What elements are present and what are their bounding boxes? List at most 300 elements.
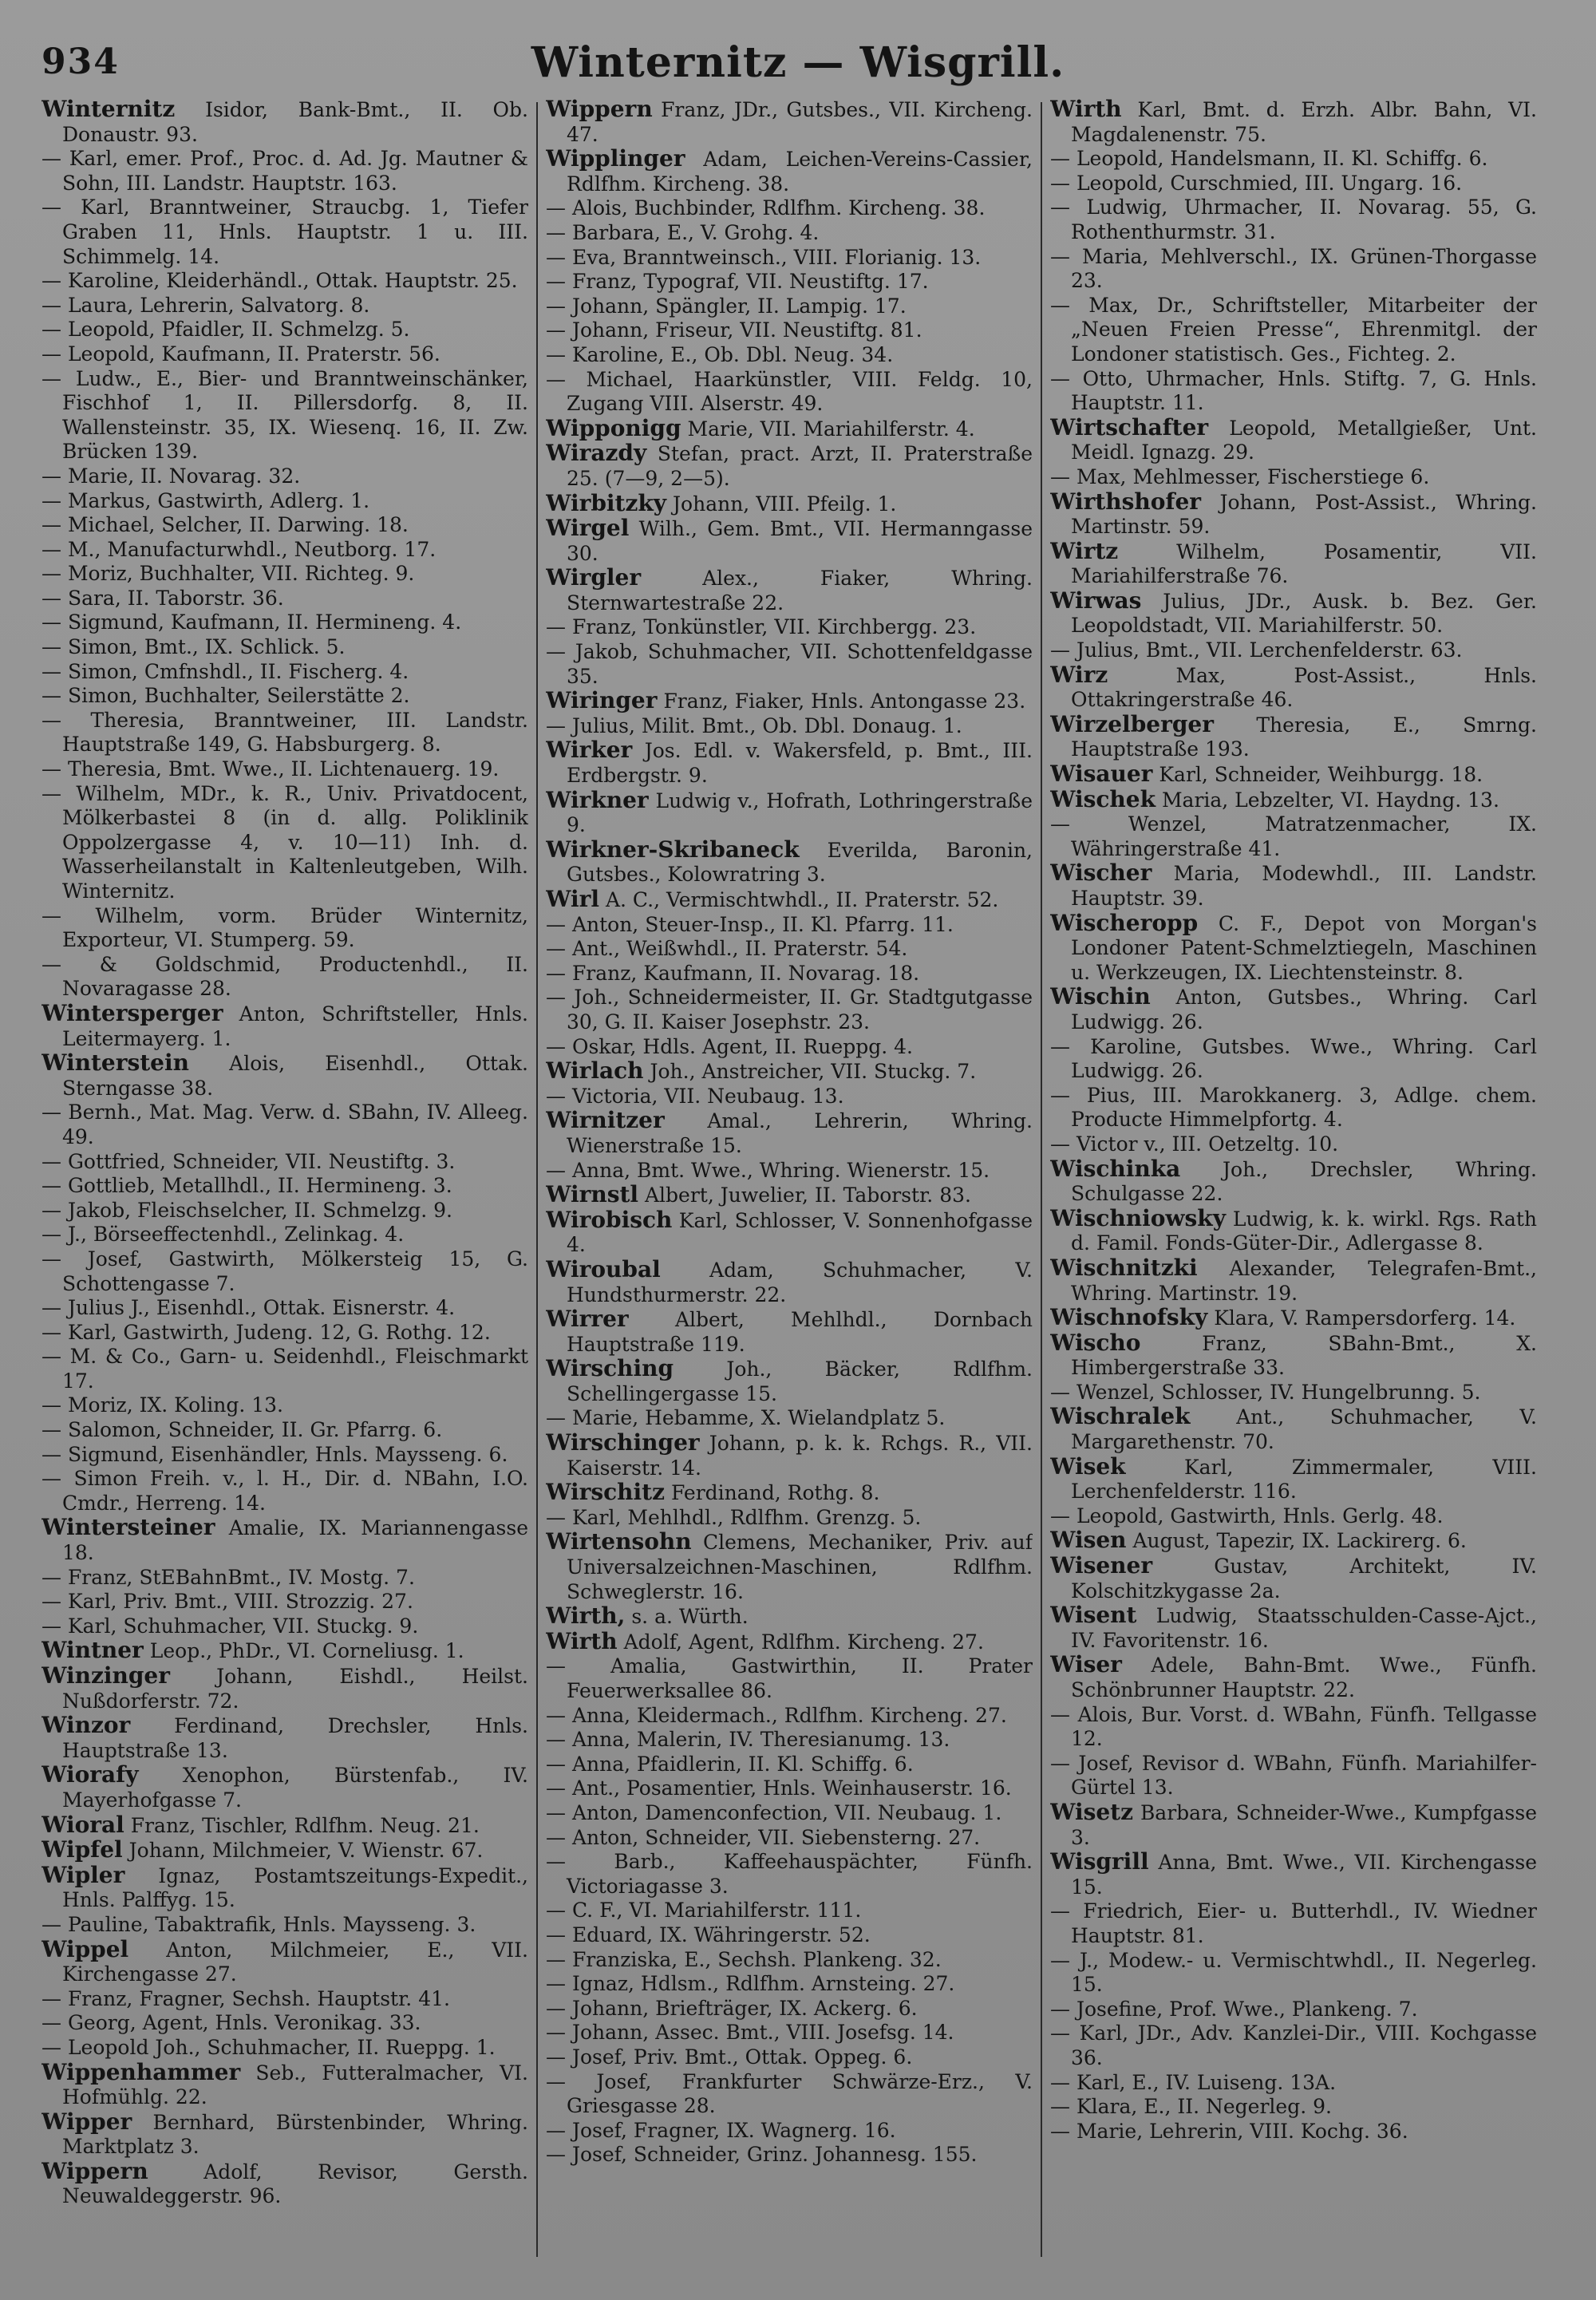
column-divider bbox=[1041, 102, 1042, 2257]
directory-entry bbox=[1050, 1405, 1537, 1454]
entry-surname: Wirnitzer bbox=[546, 1107, 665, 1134]
entry-surname: Wirgel bbox=[546, 515, 630, 542]
directory-entry bbox=[546, 318, 1033, 343]
directory-entry bbox=[546, 1753, 1033, 1777]
entry-details: — Johann, Assec. Bmt., VIII. Josefsg. 14. bbox=[546, 2021, 954, 2045]
entry-details: — Josef, Fragner, IX. Wagnerg. 16. bbox=[546, 2118, 896, 2142]
directory-entry bbox=[546, 441, 1033, 491]
directory-entry bbox=[546, 1704, 1033, 1729]
entry-surname: Wirgler bbox=[546, 564, 642, 591]
directory-entry bbox=[1050, 1331, 1537, 1381]
entry-surname: Wipplinger bbox=[546, 145, 685, 172]
entry-surname: Wischniowsky bbox=[1050, 1204, 1226, 1231]
directory-entry bbox=[546, 714, 1033, 739]
entry-details: — Marie, II. Novarag. 32. bbox=[41, 464, 301, 488]
directory-entry bbox=[546, 1948, 1033, 1973]
entry-surname: Wirtz bbox=[1050, 537, 1119, 564]
entry-surname: Wisener bbox=[1050, 1552, 1153, 1579]
directory-entry bbox=[41, 1516, 528, 1565]
directory-entry bbox=[546, 1899, 1033, 1923]
entry-surname: Wippern bbox=[546, 97, 653, 122]
directory-entry bbox=[1050, 245, 1537, 294]
directory-entry bbox=[546, 1357, 1033, 1406]
entry-details: — Georg, Agent, Hnls. Veronikag. 33. bbox=[41, 2011, 421, 2035]
directory-entry bbox=[546, 640, 1033, 689]
entry-details: — Karoline, Gutsbes. Wwe., Whring. Carl Ludwigg. 26. bbox=[1050, 1034, 1537, 1083]
entry-surname: Wirnstl bbox=[546, 1181, 639, 1208]
entry-details: Karl, Schneider, Weihburgg. 18. bbox=[1159, 763, 1483, 787]
directory-entry bbox=[41, 1393, 528, 1418]
directory-entry bbox=[1050, 1256, 1537, 1306]
entry-details: Franz, JDr., Gutsbes., VII. Kircheng. 47. bbox=[567, 98, 1033, 146]
directory-entry bbox=[1050, 1653, 1537, 1702]
entry-details: Leop., PhDr., VI. Corneliusg. 1. bbox=[149, 1639, 464, 1663]
entry-details: Joh., Anstreicher, VII. Stuckg. 7. bbox=[650, 1060, 977, 1084]
entry-details: — Karl, emer. Prof., Proc. d. Ad. Jg. Mautner & Sohn, III. Landstr. Hauptstr. 163. bbox=[41, 147, 528, 195]
directory-entry bbox=[1050, 367, 1537, 416]
entry-surname: Wirthshofer bbox=[1050, 488, 1202, 515]
entry-surname: Wippenhammer bbox=[41, 2058, 241, 2085]
entry-details: Clemens, Mechaniker, Priv. auf Universalzeichnen-Maschinen, Rdlfhm. Schweglerstr. 16. bbox=[567, 1531, 1033, 1603]
entry-details: — Leopold, Gastwirth, Hnls. Gerlg. 48. bbox=[1050, 1504, 1444, 1527]
entry-surname: Wirtschafter bbox=[1050, 413, 1209, 441]
directory-entry bbox=[1050, 490, 1537, 539]
entry-details: — Leopold, Handelsmann, II. Kl. Schiffg. 6. bbox=[1050, 147, 1488, 171]
entry-surname: Wirth bbox=[546, 1627, 618, 1654]
entry-surname: Wippern bbox=[41, 2157, 148, 2184]
directory-entry bbox=[1050, 861, 1537, 911]
entry-details: — Joh., Schneidermeister, II. Gr. Stadtgutgasse 30, G. II. Kaiser Josephstr. 23. bbox=[546, 986, 1033, 1033]
directory-entry bbox=[1050, 589, 1537, 638]
entry-surname: Wirobisch bbox=[546, 1206, 673, 1233]
directory-entry bbox=[1050, 1306, 1537, 1331]
entry-details: Marie, VII. Mariahilferstr. 4. bbox=[687, 417, 975, 441]
entry-details: — Theresia, Bmt. Wwe., II. Lichtenauerg. 19. bbox=[41, 757, 500, 781]
directory-entry bbox=[546, 1208, 1033, 1258]
directory-entry bbox=[41, 611, 528, 635]
directory-entry bbox=[41, 1199, 528, 1223]
entry-details: — Julius, Bmt., VII. Lerchenfelderstr. 63. bbox=[1050, 638, 1463, 662]
directory-entry bbox=[546, 1850, 1033, 1899]
directory-entry bbox=[546, 738, 1033, 788]
directory-entry bbox=[1050, 1035, 1537, 1084]
entry-surname: Wisgrill bbox=[1050, 1848, 1149, 1875]
directory-entry bbox=[41, 587, 528, 611]
directory-entry bbox=[1050, 172, 1537, 196]
entry-details: Johann, p. k. k. Rchgs. R., VII. Kaiserstr. 14. bbox=[567, 1432, 1033, 1480]
directory-entry bbox=[41, 1664, 528, 1713]
entry-surname: Wischnitzki bbox=[1050, 1254, 1198, 1281]
directory-entry bbox=[41, 2036, 528, 2061]
directory-entry bbox=[546, 2070, 1033, 2119]
entry-details: — Max, Mehlmesser, Fischerstiege 6. bbox=[1050, 464, 1430, 488]
directory-entry bbox=[1050, 294, 1537, 367]
directory-entry bbox=[1050, 1703, 1537, 1752]
directory-entry bbox=[41, 97, 528, 147]
entry-details: — Michael, Selcher, II. Darwing. 18. bbox=[41, 513, 409, 537]
directory-entry bbox=[41, 1101, 528, 1149]
directory-entry bbox=[41, 1813, 528, 1839]
directory-entry bbox=[546, 1307, 1033, 1357]
directory-entry bbox=[41, 1838, 528, 1863]
entry-surname: Wiorafy bbox=[41, 1761, 139, 1788]
entry-details: Jos. Edl. v. Wakersfeld, p. Bmt., III. Erdbergstr. 9. bbox=[567, 739, 1033, 788]
entry-details: — Wilhelm, vorm. Brüder Winternitz, Exporteur, VI. Stumperg. 59. bbox=[41, 903, 528, 952]
entry-details: Leopold, Metallgießer, Unt. Meidl. Ignazg. 29. bbox=[1071, 416, 1537, 464]
entry-details: — Ignaz, Hdlsm., Rdlfhm. Arnsteing. 27. bbox=[546, 1972, 955, 1996]
entry-surname: Wischralek bbox=[1050, 1403, 1191, 1430]
directory-entry bbox=[546, 516, 1033, 566]
entry-details: — Barb., Kaffeehauspächter, Fünfh. Victoriagasse 3. bbox=[546, 1850, 1033, 1898]
entry-surname: Wipponigg bbox=[546, 414, 681, 441]
entry-details: — Anton, Schneider, VII. Siebensterng. 27. bbox=[546, 1825, 981, 1849]
directory-entry bbox=[546, 689, 1033, 714]
entry-surname: Winterstein bbox=[41, 1049, 189, 1077]
directory-entry bbox=[1050, 1899, 1537, 1948]
entry-surname: Wischnofsky bbox=[1050, 1304, 1208, 1331]
directory-entry bbox=[546, 566, 1033, 615]
entry-details: s. a. Würth. bbox=[631, 1605, 749, 1629]
entry-details: Albert, Mehlhdl., Dornbach Hauptstraße 119. bbox=[567, 1308, 1033, 1356]
entry-details: — Josef, Frankfurter Schwärze-Erz., V. Griesgasse 28. bbox=[546, 2069, 1033, 2118]
entry-details: Adam, Leichen-Vereins-Cassier, Rdlfhm. Kircheng. 38. bbox=[567, 148, 1033, 196]
entry-details: Adam, Schuhmacher, V. Hundsthurmerstr. 22. bbox=[567, 1258, 1033, 1306]
directory-entry bbox=[546, 196, 1033, 221]
entry-details: — & Goldschmid, Productenhdl., II. Novaragasse 28. bbox=[41, 952, 528, 1001]
directory-entry bbox=[546, 368, 1033, 417]
entry-details: — Franz, Tonkünstler, VII. Kirchbergg. 23. bbox=[546, 615, 977, 639]
directory-entry bbox=[41, 1638, 528, 1664]
entry-details: Ferdinand, Rothg. 8. bbox=[670, 1481, 880, 1505]
directory-column-1 bbox=[41, 97, 528, 2268]
entry-details: — Karl, JDr., Adv. Kanzlei-Dir., VIII. Kochgasse 36. bbox=[1050, 2021, 1537, 2069]
entry-surname: Wiringer bbox=[546, 687, 658, 714]
entry-details: — Josef, Revisor d. WBahn, Fünfh. Mariahilfer-Gürtel 13. bbox=[1050, 1751, 1537, 1800]
entry-details: — Oskar, Hdls. Agent, II. Rueppg. 4. bbox=[546, 1034, 913, 1058]
directory-entry bbox=[1050, 1132, 1537, 1157]
entry-details: — Ant., Weißwhdl., II. Praterstr. 54. bbox=[546, 937, 908, 961]
directory-entry bbox=[41, 782, 528, 904]
entry-details: Maria, Lebzelter, VI. Haydng. 13. bbox=[1161, 788, 1499, 812]
entry-details: — Friedrich, Eier- u. Butterhdl., IV. Wiedner Hauptstr. 81. bbox=[1050, 1899, 1537, 1947]
entry-surname: Wisetz bbox=[1050, 1798, 1134, 1825]
entry-details: — Sara, II. Taborstr. 36. bbox=[41, 586, 284, 610]
entry-surname: Wiroubal bbox=[546, 1255, 661, 1282]
directory-entry bbox=[546, 1728, 1033, 1753]
directory-entry bbox=[546, 1997, 1033, 2021]
entry-details: Amal., Lehrerin, Whring. Wienerstraße 15. bbox=[567, 1109, 1033, 1157]
entry-details: — Pius, III. Marokkanerg. 3, Adlge. chem. Producte Himmelpfortg. 4. bbox=[1050, 1083, 1537, 1132]
directory-entry bbox=[1050, 1452, 1537, 1504]
entry-surname: Wirkner bbox=[546, 786, 649, 813]
entry-details: — Moriz, IX. Koling. 13. bbox=[41, 1393, 283, 1417]
entry-surname: Wirlach bbox=[546, 1057, 644, 1085]
directory-entry bbox=[1050, 785, 1537, 813]
directory-entry bbox=[546, 1826, 1033, 1851]
directory-entry bbox=[546, 1923, 1033, 1948]
directory-entry bbox=[546, 221, 1033, 246]
directory-entry bbox=[1050, 1528, 1537, 1554]
entry-details: — Moriz, Buchhalter, VII. Richteg. 9. bbox=[41, 562, 415, 586]
directory-entry bbox=[1050, 97, 1537, 147]
entry-surname: Wirth bbox=[1050, 97, 1122, 122]
column-divider bbox=[536, 102, 538, 2257]
entry-surname: Wirtensohn bbox=[546, 1528, 692, 1555]
entry-details: Adolf, Agent, Rdlfhm. Kircheng. 27. bbox=[623, 1630, 984, 1654]
directory-entry bbox=[1050, 2120, 1537, 2144]
entry-surname: Wirth, bbox=[546, 1602, 626, 1630]
entry-details: Amalie, IX. Mariannengasse 18. bbox=[62, 1516, 528, 1565]
directory-entry bbox=[546, 294, 1033, 319]
entry-details: — M., Manufacturwhdl., Neutborg. 17. bbox=[41, 537, 437, 561]
page-number: 934 bbox=[41, 41, 120, 82]
entry-details: — Marie, Lehrerin, VIII. Kochg. 36. bbox=[1050, 2119, 1408, 2143]
entry-details: — Simon, Buchhalter, Seilerstätte 2. bbox=[41, 684, 410, 708]
directory-entry bbox=[41, 2157, 528, 2209]
directory-entry bbox=[546, 1085, 1033, 1109]
entry-details: Max, Post-Assist., Hnls. Ottakringerstraße 46. bbox=[1071, 663, 1537, 712]
entry-details: Theresia, E., Smrng. Hauptstraße 193. bbox=[1071, 713, 1537, 761]
entry-surname: Wirz bbox=[1050, 661, 1108, 688]
entry-details: — Salomon, Schneider, II. Gr. Pfarrg. 6. bbox=[41, 1418, 443, 1442]
entry-details: — Franziska, E., Sechsh. Plankeng. 32. bbox=[546, 1947, 942, 1971]
directory-entry bbox=[41, 684, 528, 709]
entry-details: C. F., Depot von Morgan's Londoner Patent-Schmelztiegeln, Maschinen u. Werkzeugen, IX. Liechtensteinstr. 8. bbox=[1071, 911, 1537, 984]
entry-details: Isidor, Bank-Bmt., II. Ob. Donaustr. 93. bbox=[62, 98, 528, 146]
directory-entry bbox=[41, 489, 528, 514]
entry-details: — Victoria, VII. Neubaug. 13. bbox=[546, 1084, 844, 1108]
entry-surname: Wirl bbox=[546, 886, 599, 912]
entry-details: — Bernh., Mat. Mag. Verw. d. SBahn, IV. Alleeg. 49. bbox=[41, 1101, 528, 1148]
entry-surname: Wirkner-Skribaneck bbox=[546, 836, 800, 863]
entry-details: Anna, Bmt. Wwe., VII. Kirchengasse 15. bbox=[1071, 1851, 1537, 1899]
entry-details: — Wenzel, Schlosser, IV. Hungelbrunng. 5. bbox=[1050, 1380, 1481, 1404]
directory-entry bbox=[41, 1345, 528, 1393]
directory-entry bbox=[41, 2058, 528, 2110]
entry-details: Johann, Post-Assist., Whring. Martinstr. 59. bbox=[1071, 490, 1537, 539]
directory-entry bbox=[41, 635, 528, 660]
entry-surname: Wirker bbox=[546, 737, 633, 764]
directory-entry bbox=[546, 887, 1033, 913]
directory-entry bbox=[1050, 2095, 1537, 2120]
entry-details: Gustav, Architekt, IV. Kolschitzkygasse 2a. bbox=[1071, 1555, 1537, 1602]
directory-entry bbox=[1050, 1157, 1537, 1207]
directory-entry bbox=[41, 1321, 528, 1346]
entry-details: — Otto, Uhrmacher, Hnls. Stiftg. 7, G. Hnls. Hauptstr. 11. bbox=[1050, 366, 1537, 415]
directory-entry bbox=[41, 367, 528, 464]
entry-details: — Eduard, IX. Währingerstr. 52. bbox=[546, 1923, 871, 1946]
entry-details: Wilh., Gem. Bmt., VII. Hermanngasse 30. bbox=[567, 517, 1033, 565]
directory-entry bbox=[546, 1654, 1033, 1703]
entry-details: — Anna, Bmt. Wwe., Whring. Wienerstr. 15. bbox=[546, 1158, 990, 1182]
entry-surname: Wirsching bbox=[546, 1355, 674, 1382]
entry-details: Alois, Eisenhdl., Ottak. Sterngasse 38. bbox=[62, 1052, 528, 1100]
entry-details: Bernhard, Bürstenbinder, Whring. Marktplatz 3. bbox=[62, 2110, 528, 2159]
directory-entry bbox=[546, 1480, 1033, 1506]
entry-details: — Laura, Lehrerin, Salvatorg. 8. bbox=[41, 293, 370, 317]
directory-entry bbox=[1050, 1800, 1537, 1850]
directory-entry bbox=[41, 904, 528, 953]
entry-details: — Karoline, Kleiderhändl., Ottak. Hauptstr. 25. bbox=[41, 269, 518, 293]
directory-entry bbox=[41, 1913, 528, 1938]
entry-details: — Michael, Haarkünstler, VIII. Feldg. 10, Zugang VIII. Alserstr. 49. bbox=[546, 367, 1033, 416]
entry-details: Everilda, Baronin, Gutsbes., Kolowratring 3. bbox=[567, 838, 1033, 887]
directory-entry bbox=[1050, 2021, 1537, 2070]
entry-details: — Leopold, Pfaidler, II. Schmelzg. 5. bbox=[41, 318, 410, 342]
entry-details: — Josefine, Prof. Wwe., Plankeng. 7. bbox=[1050, 1997, 1418, 2021]
entry-surname: Wirwas bbox=[1050, 587, 1142, 614]
directory-entry bbox=[546, 1801, 1033, 1826]
directory-entry bbox=[41, 1863, 528, 1913]
entry-details: — Marie, Hebamme, X. Wielandplatz 5. bbox=[546, 1406, 946, 1430]
entry-details: Franz, Tischler, Rdlfhm. Neug. 21. bbox=[130, 1813, 480, 1837]
entry-details: — Karl, Branntweiner, Straucbg. 1, Tiefer Graben 11, Hnls. Hauptstr. 1 u. III. Schimmelg. 14. bbox=[41, 196, 528, 268]
entry-details: Adolf, Revisor, Gersth. Neuwaldeggerstr. 96. bbox=[62, 2160, 528, 2208]
directory-entry bbox=[41, 147, 528, 196]
entry-details: — Leopold, Curschmied, III. Ungarg. 16. bbox=[1050, 171, 1463, 195]
directory-entry bbox=[546, 414, 1033, 442]
entry-details: — Karl, Schuhmacher, VII. Stuckg. 9. bbox=[41, 1614, 419, 1638]
directory-entry bbox=[1050, 413, 1537, 465]
entry-surname: Wisen bbox=[1050, 1527, 1127, 1554]
directory-entry bbox=[546, 615, 1033, 640]
entry-surname: Wintersperger bbox=[41, 999, 223, 1026]
entry-details: — Josef, Schneider, Grinz. Johannesg. 155. bbox=[546, 2143, 978, 2167]
entry-details: — J., Börseeffectenhdl., Zelinkag. 4. bbox=[41, 1223, 405, 1247]
directory-entry bbox=[546, 986, 1033, 1034]
entry-details: Johann, Milchmeier, V. Wienstr. 67. bbox=[128, 1839, 484, 1863]
entry-details: — Franz, StEBahnBmt., IV. Mostg. 7. bbox=[41, 1565, 415, 1589]
entry-surname: Winternitz bbox=[41, 97, 176, 122]
entry-details: August, Tapezir, IX. Lackirerg. 6. bbox=[1132, 1529, 1467, 1553]
entry-details: — Jakob, Schuhmacher, VII. Schottenfeldgasse 35. bbox=[546, 640, 1033, 688]
directory-entry bbox=[1050, 2071, 1537, 2096]
entry-details: Ludwig, Staatsschulden-Casse-Ajct., IV. Favoritenstr. 16. bbox=[1071, 1604, 1537, 1652]
directory-entry bbox=[41, 757, 528, 782]
entry-details: — Gottlieb, Metallhdl., II. Hermineng. 3. bbox=[41, 1174, 452, 1198]
entry-surname: Wioral bbox=[41, 1811, 124, 1838]
entry-details: — Anna, Malerin, IV. Theresianumg. 13. bbox=[546, 1728, 950, 1752]
directory-entry bbox=[41, 2110, 528, 2160]
entry-details: Alex., Fiaker, Whring. Sternwartestraße 22. bbox=[567, 567, 1033, 615]
directory-entry bbox=[546, 2021, 1033, 2045]
directory-entry bbox=[546, 1159, 1033, 1184]
entry-details: Klara, V. Rampersdorferg. 14. bbox=[1214, 1306, 1516, 1330]
entry-details: Karl, Schlosser, V. Sonnenhofgasse 4. bbox=[567, 1208, 1033, 1257]
directory-columns bbox=[41, 97, 1558, 2268]
directory-entry bbox=[1050, 985, 1537, 1034]
entry-surname: Wirbitzky bbox=[546, 489, 667, 516]
directory-entry bbox=[1050, 1949, 1537, 1998]
entry-details: — Franz, Typograf, VII. Neustiftg. 17. bbox=[546, 270, 929, 294]
directory-entry bbox=[41, 513, 528, 538]
entry-details: Ludwig v., Hofrath, Lothringerstraße 9. bbox=[567, 788, 1033, 837]
entry-surname: Wirzelberger bbox=[1050, 710, 1214, 737]
entry-details: — Julius, Milit. Bmt., Ob. Dbl. Donaug. 1. bbox=[546, 713, 962, 737]
directory-entry bbox=[41, 1935, 528, 1987]
directory-entry bbox=[546, 246, 1033, 271]
directory-column-3 bbox=[1050, 97, 1537, 2268]
entry-details: — Anton, Steuer-Insp., II. Kl. Pfarrg. 11. bbox=[546, 912, 954, 936]
directory-entry bbox=[1050, 1084, 1537, 1132]
directory-entry bbox=[1050, 1204, 1537, 1256]
directory-entry bbox=[41, 660, 528, 685]
directory-entry bbox=[41, 1590, 528, 1614]
directory-entry bbox=[41, 1566, 528, 1591]
directory-entry bbox=[546, 1972, 1033, 1997]
entry-details: Ant., Schuhmacher, V. Margarethenstr. 70. bbox=[1071, 1405, 1537, 1454]
directory-entry bbox=[41, 294, 528, 318]
directory-entry bbox=[546, 97, 1033, 147]
entry-details: Anton, Gutsbes., Whring. Carl Ludwigg. 26. bbox=[1071, 986, 1537, 1033]
entry-details: — Franz, Kaufmann, II. Novarag. 18. bbox=[546, 961, 920, 985]
directory-entry bbox=[1050, 710, 1537, 762]
entry-details: — Wilhelm, MDr., k. R., Univ. Privatdocent, Mölkerbastei 8 (in d. allg. Poliklinik Oppolzergasse 4, v. 10—11) Inh. d. Wasserheilanstalt in Kaltenleutgeben, Wilh. Winternitz. bbox=[41, 781, 528, 903]
entry-surname: Wippel bbox=[41, 1935, 129, 1962]
entry-surname: Wintersteiner bbox=[41, 1514, 215, 1541]
entry-details: — Amalia, Gastwirthin, II. Prater Feuerwerksallee 86. bbox=[546, 1654, 1033, 1702]
entry-details: Johann, Eishdl., Heilst. Nußdorferstr. 72. bbox=[62, 1665, 528, 1713]
entry-details: — Julius J., Eisenhdl., Ottak. Eisnerstr. 4. bbox=[41, 1296, 456, 1320]
entry-details: — J., Modew.- u. Vermischtwhdl., II. Negerleg. 15. bbox=[1050, 1948, 1537, 1997]
entry-surname: Wintner bbox=[41, 1637, 144, 1664]
entry-surname: Wirschinger bbox=[546, 1429, 700, 1456]
directory-entry bbox=[546, 1431, 1033, 1480]
directory-entry bbox=[546, 788, 1033, 838]
directory-entry bbox=[1050, 663, 1537, 713]
entry-details: — Barbara, E., V. Grohg. 4. bbox=[546, 220, 820, 244]
entry-details: — Johann, Spängler, II. Lampig. 17. bbox=[546, 294, 907, 318]
directory-entry bbox=[41, 2011, 528, 2036]
directory-entry bbox=[41, 1614, 528, 1639]
entry-details: Franz, SBahn-Bmt., X. Himbergerstraße 33. bbox=[1071, 1331, 1537, 1380]
directory-entry bbox=[546, 147, 1033, 196]
entry-details: Stefan, pract. Arzt, II. Praterstraße 25. (7—9, 2—5). bbox=[567, 442, 1033, 490]
entry-surname: Wischin bbox=[1050, 983, 1151, 1010]
entry-details: Barbara, Schneider-Wwe., Kumpfgasse 3. bbox=[1071, 1800, 1537, 1849]
entry-details: A. C., Vermischtwhdl., II. Praterstr. 52. bbox=[605, 888, 999, 911]
entry-details: — Simon, Cmfnshdl., II. Fischerg. 4. bbox=[41, 659, 409, 683]
directory-entry bbox=[41, 953, 528, 1002]
entry-details: — Victor v., III. Oetzeltg. 10. bbox=[1050, 1132, 1339, 1156]
directory-entry bbox=[546, 1035, 1033, 1060]
entry-details: — Anton, Damenconfection, VII. Neubaug. 1. bbox=[546, 1800, 1002, 1824]
entry-details: — Ant., Posamentier, Hnls. Weinhauserstr. 16. bbox=[546, 1776, 1012, 1800]
directory-entry bbox=[546, 489, 1033, 517]
entry-details: — Franz, Fragner, Sechsh. Hauptstr. 41. bbox=[41, 1986, 450, 2010]
entry-details: — Ludwig, Uhrmacher, II. Novarag. 55, G. Rothenthurmstr. 31. bbox=[1050, 196, 1537, 243]
directory-entry bbox=[41, 342, 528, 367]
entry-surname: Wischek bbox=[1050, 785, 1156, 812]
entry-details: — Markus, Gastwirth, Adlerg. 1. bbox=[41, 488, 370, 512]
directory-entry bbox=[41, 1223, 528, 1247]
entry-details: — Simon, Bmt., IX. Schlick. 5. bbox=[41, 635, 346, 659]
directory-entry bbox=[41, 464, 528, 489]
entry-details: Seb., Futteralmacher, VI. Hofmühlg. 22. bbox=[62, 2061, 528, 2109]
entry-details: Maria, Modewhdl., III. Landstr. Hauptstr. 39. bbox=[1071, 862, 1537, 910]
directory-entry bbox=[41, 1763, 528, 1812]
directory-entry bbox=[546, 270, 1033, 294]
directory-entry bbox=[1050, 1381, 1537, 1405]
directory-entry bbox=[546, 1627, 1033, 1655]
entry-details: — Klara, E., II. Negerleg. 9. bbox=[1050, 2095, 1332, 2119]
directory-entry bbox=[546, 1059, 1033, 1085]
directory-entry bbox=[41, 269, 528, 294]
directory-entry bbox=[546, 1530, 1033, 1604]
entry-details: Adele, Bahn-Bmt. Wwe., Fünfh. Schönbrunner Hauptstr. 22. bbox=[1071, 1654, 1537, 1701]
directory-entry bbox=[1050, 911, 1537, 986]
directory-entry bbox=[546, 838, 1033, 887]
